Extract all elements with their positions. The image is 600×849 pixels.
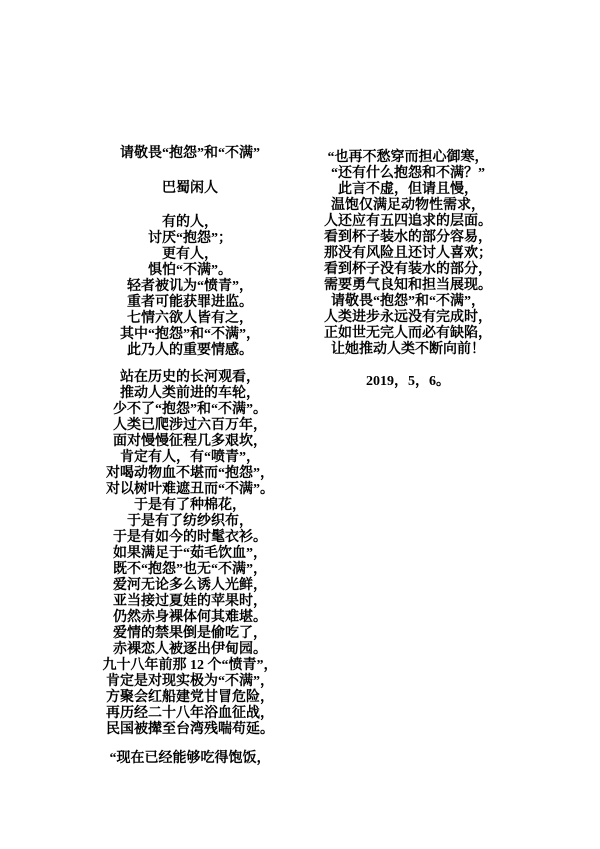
poem-line: 看到杯子没有装水的部分， xyxy=(324,262,492,277)
poem-line: 爱情的禁果倒是偷吃了， xyxy=(113,626,267,641)
poem-line: 于是有了种棉花， xyxy=(134,498,246,513)
poem-line: 赤裸恋人被逐出伊甸园。 xyxy=(113,642,267,657)
poem-line: 重者可能获罪进监。 xyxy=(127,295,253,310)
poem-line: 温饱仅满足动物性需求， xyxy=(331,198,485,213)
poem-line: 更有人， xyxy=(162,247,218,262)
poem-line: 于是有如今的时髦衣衫。 xyxy=(113,530,267,545)
poem-line: 七情六欲人皆有之， xyxy=(127,311,253,326)
poem-line: 正如世无完人而必有缺陷， xyxy=(324,326,492,341)
poem-date: 2019，5，6。 xyxy=(366,374,450,389)
poem-line: 对喝动物血不堪而“抱怨”， xyxy=(106,466,274,481)
poem-closing-line: “现在已经能够吃得饱饭， xyxy=(109,751,271,766)
poem-line: “也再不愁穿而担心御寒， xyxy=(327,150,489,165)
poem-line: 再历经二十八年浴血征战， xyxy=(106,706,274,721)
poem-stanza-3 xyxy=(303,150,513,358)
poem-line: 推动人类前进的车轮， xyxy=(120,386,260,401)
poem-line: 民国被撵至台湾残喘苟延。 xyxy=(106,722,274,737)
poem-line: 惧怕“不满”。 xyxy=(148,263,232,278)
poem-line: 肯定是对现实极为“不满”， xyxy=(106,674,274,689)
poem-right-column xyxy=(303,150,513,390)
poem-line: 人类进步永远没有完成时， xyxy=(324,310,492,325)
poem-title: 请敬畏“抱怨”和“不满” xyxy=(120,146,260,161)
poem-line: 讨厌“抱怨”； xyxy=(148,231,232,246)
poem-line: 让她推动人类不断向前！ xyxy=(331,342,485,357)
poem-line: 如果满足于“茹毛饮血”， xyxy=(113,546,267,561)
poem-line: 亚当接过夏娃的苹果时， xyxy=(113,594,267,609)
poem-line: 仍然赤身裸体何其难堪。 xyxy=(113,610,267,625)
poem-author: 巴蜀闲人 xyxy=(162,181,218,196)
poem-line: 此乃人的重要情感。 xyxy=(127,343,253,358)
poem-line: 轻者被讥为“愤青”， xyxy=(127,279,253,294)
poem-line: 人还应有五四追求的层面。 xyxy=(324,214,492,229)
poem-line: 爱河无论多么诱人光鲜， xyxy=(113,578,267,593)
poem-line: 站在历史的长河观看， xyxy=(120,370,260,385)
poem-line: 有的人， xyxy=(162,215,218,230)
poem-line: 既不“抱怨”也无“不满”， xyxy=(113,562,267,577)
poem-line: 肯定有人，有“喷青”， xyxy=(120,450,260,465)
poem-line: 少不了“抱怨”和“不满”。 xyxy=(113,402,267,417)
poem-line: “还有什么抱怨和不满？” xyxy=(331,166,485,181)
poem-line: 其中“抱怨”和“不满”， xyxy=(120,327,260,342)
poem-line: 需要勇气良知和担当展现。 xyxy=(324,278,492,293)
poem-line: 看到杯子装水的部分容易， xyxy=(324,230,492,245)
poem-line: 面对慢慢征程几多艰坎， xyxy=(113,434,267,449)
poem-stanza-1 xyxy=(70,215,310,359)
poem-stanza-2 xyxy=(70,370,310,738)
poem-line: 对以树叶难遮丑而“不满”。 xyxy=(106,482,274,497)
poem-line: 九十八年前那 12 个“愤青”， xyxy=(102,658,278,673)
poem-line: 于是有了纺纱织布， xyxy=(127,514,253,529)
poem-line: 人类已爬涉过六百万年， xyxy=(113,418,267,433)
poem-line: 那没有风险且还讨人喜欢； xyxy=(324,246,492,261)
poem-left-column xyxy=(70,146,310,767)
poem-line: 请敬畏“抱怨”和“不满”， xyxy=(331,294,485,309)
poem-line: 方聚会红船建党甘冒危险， xyxy=(106,690,274,705)
poem-line: 此言不虚，但请且慢， xyxy=(338,182,478,197)
